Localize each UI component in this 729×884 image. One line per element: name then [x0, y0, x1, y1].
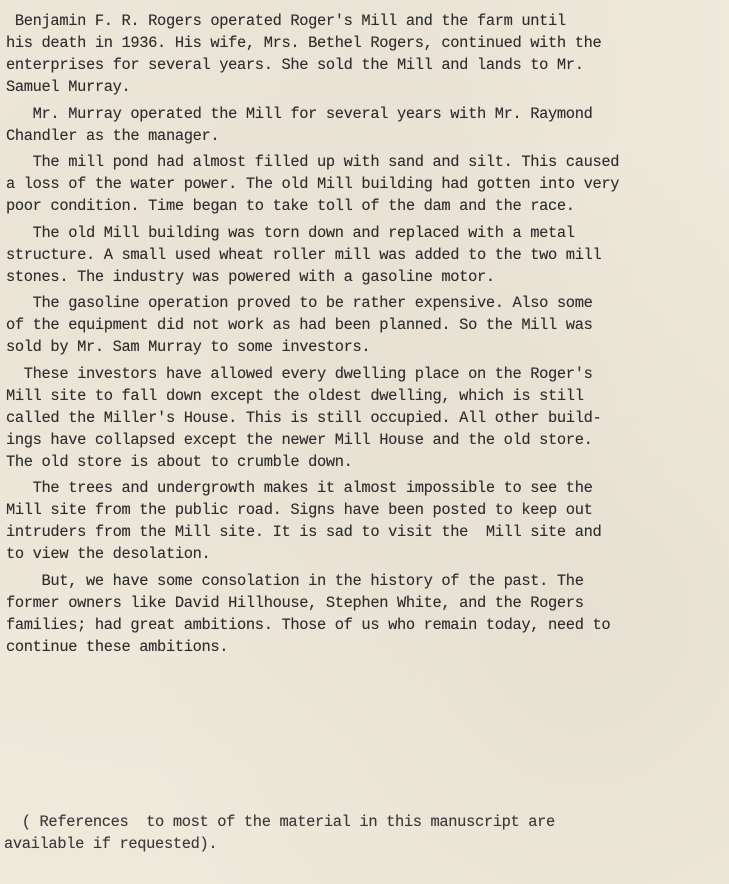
paragraph-gasoline-operation: [6, 292, 721, 358]
text-line: structure. A small used wheat roller mill was added to the two mill: [6, 245, 602, 264]
text-line: The trees and undergrowth makes it almost impossible to see the: [6, 479, 593, 497]
text-line: Mr. Murray operated the Mill for several years with Mr. Raymond: [6, 104, 593, 123]
text-line: to view the desolation.: [6, 545, 211, 563]
text-line: Samuel Murray.: [6, 78, 131, 96]
paragraph-investors: [6, 363, 721, 473]
text-line: ings have collapsed except the newer Mill House and the old store.: [6, 430, 593, 449]
paragraph-trees-undergrowth: [6, 477, 721, 565]
paragraph-mill-pond: [6, 151, 721, 217]
text-line: his death in 1936. His wife, Mrs. Bethel Rogers, continued with the: [6, 34, 602, 52]
text-line: The gasoline operation proved to be rather expensive. Also some: [6, 294, 593, 312]
text-line: Mill site from the public road. Signs have been posted to keep out: [6, 501, 593, 519]
text-line: But, we have some consolation in the history of the past. The: [6, 571, 584, 590]
text-line: Benjamin F. R. Rogers operated Roger's Mill and the farm until: [6, 12, 566, 30]
text-line: former owners like David Hillhouse, Stephen White, and the Rogers: [6, 593, 584, 612]
paragraph-consolation: [6, 570, 721, 658]
text-line: These investors have allowed every dwelling place on the Roger's: [6, 364, 593, 383]
text-line: sold by Mr. Sam Murray to some investors.: [6, 338, 371, 356]
text-line: intruders from the Mill site. It is sad to visit the Mill site and: [6, 523, 602, 541]
paragraph-murray: [6, 103, 721, 147]
body-text: [6, 10, 721, 658]
text-line: Mill site to fall down except the oldest dwelling, which is still: [6, 386, 584, 405]
paragraph-old-mill-building: [6, 222, 721, 288]
text-line: available if requested).: [4, 835, 218, 853]
text-line: stones. The industry was powered with a gasoline motor.: [6, 267, 495, 286]
text-line: enterprises for several years. She sold the Mill and lands to Mr.: [6, 56, 584, 74]
text-line: continue these ambitions.: [6, 637, 229, 656]
text-line: families; had great ambitions. Those of us who remain today, need to: [6, 615, 611, 634]
references-note: [4, 811, 719, 855]
text-line: Chandler as the manager.: [6, 126, 220, 145]
text-line: of the equipment did not work as had been planned. So the Mill was: [6, 316, 593, 334]
text-line: a loss of the water power. The old Mill building had gotten into very: [6, 175, 620, 193]
text-line: poor condition. Time began to take toll of the dam and the race.: [6, 197, 575, 215]
text-line: The mill pond had almost filled up with sand and silt. This caused: [6, 153, 620, 171]
text-line: The old Mill building was torn down and replaced with a metal: [6, 223, 575, 242]
paragraph-rogers: [6, 10, 721, 98]
text-line: The old store is about to crumble down.: [6, 452, 353, 471]
text-line: called the Miller's House. This is still occupied. All other build-: [6, 408, 602, 427]
text-line: ( References to most of the material in this manuscript are: [4, 813, 555, 831]
